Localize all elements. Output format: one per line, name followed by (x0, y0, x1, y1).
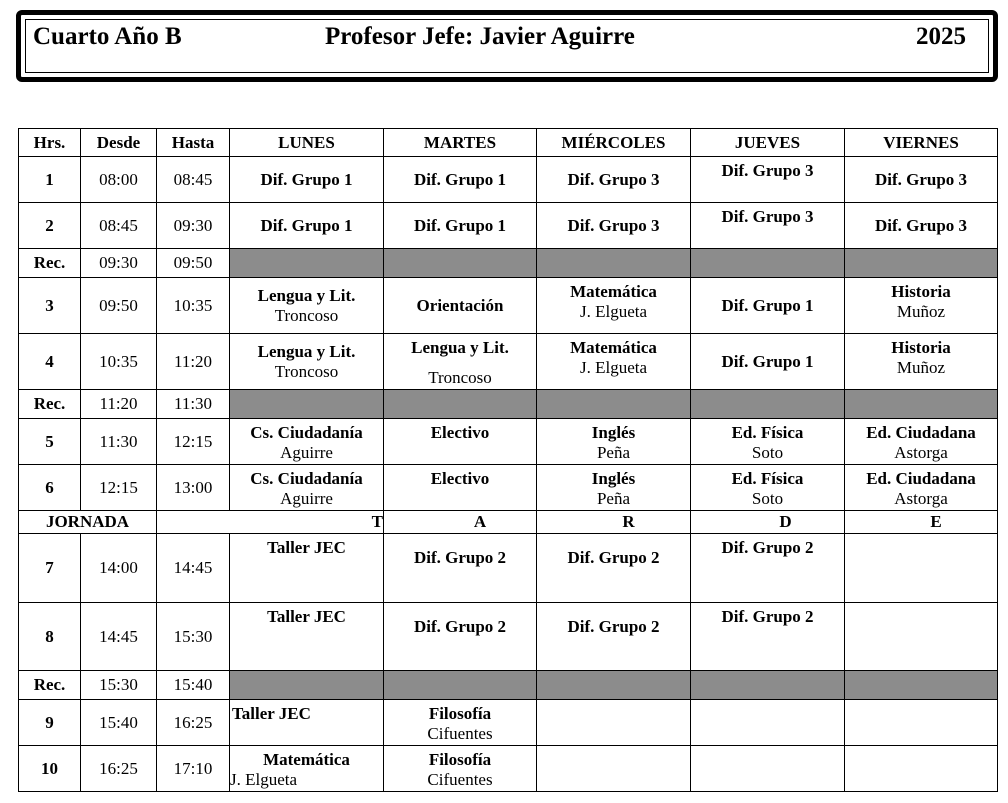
subject: Dif. Grupo 3 (567, 169, 660, 189)
class-cell (691, 278, 845, 334)
time-to: 09:30 (157, 203, 230, 249)
col-header-viernes: VIERNES (845, 129, 998, 157)
class-cell (230, 203, 384, 249)
class-cell (230, 278, 384, 334)
course-title: Cuarto Año B (33, 23, 182, 50)
time-to: 09:50 (157, 249, 230, 278)
subject: Dif. Grupo 1 (413, 169, 507, 189)
time-from: 15:40 (81, 700, 157, 746)
time-to: 12:15 (157, 419, 230, 465)
time-from: 14:45 (81, 603, 157, 671)
recess-block (537, 671, 691, 700)
jornada-letter: D (691, 511, 845, 534)
teacher: Aguirre (280, 489, 333, 508)
class-cell (384, 700, 537, 746)
subject: Dif. Grupo 1 (721, 295, 814, 315)
class-cell (230, 334, 384, 390)
subject: Taller JEC (267, 538, 346, 557)
table-row (19, 746, 998, 792)
teacher: Troncoso (274, 361, 339, 381)
subject: Electivo (430, 469, 490, 488)
table-row (19, 278, 998, 334)
teacher: Peña (596, 489, 631, 508)
jornada-letter: R (537, 511, 691, 534)
class-cell (230, 603, 384, 671)
time-from: 14:00 (81, 534, 157, 603)
class-cell (845, 746, 998, 792)
recess-block (230, 390, 384, 419)
hour-number: 10 (19, 746, 81, 792)
class-cell (845, 203, 998, 249)
class-cell (384, 157, 537, 203)
table-row (19, 465, 998, 511)
time-from: 08:45 (81, 203, 157, 249)
class-cell (845, 603, 998, 671)
recess-block (230, 249, 384, 278)
jornada-divider-row (19, 511, 998, 534)
hour-number: 7 (19, 534, 81, 603)
teacher: J. Elgueta (579, 358, 648, 377)
time-from: 15:30 (81, 671, 157, 700)
class-cell (384, 278, 537, 334)
teacher: Cifuentes (427, 770, 493, 789)
recess-block (230, 671, 384, 700)
class-cell (537, 334, 691, 390)
col-header-martes: MARTES (384, 129, 537, 157)
subject: Dif. Grupo 2 (567, 548, 660, 567)
teacher: Astorga (894, 443, 948, 462)
time-to: 11:20 (157, 334, 230, 390)
subject: Dif. Grupo 2 (721, 607, 814, 626)
col-header-hrs: Hrs. (19, 129, 81, 157)
time-from: 10:35 (81, 334, 157, 390)
table-row (19, 603, 998, 671)
subject: Cs. Ciudadanía (250, 469, 363, 488)
time-from: 09:30 (81, 249, 157, 278)
class-cell (230, 157, 384, 203)
recess-block (691, 249, 845, 278)
time-to: 10:35 (157, 278, 230, 334)
hour-number: 5 (19, 419, 81, 465)
subject: Ed. Ciudadana (866, 423, 976, 442)
subject: Dif. Grupo 1 (413, 215, 507, 235)
class-cell (230, 534, 384, 603)
subject: Dif. Grupo 1 (260, 169, 353, 189)
subject: Filosofía (428, 750, 492, 769)
class-cell (537, 203, 691, 249)
class-cell (537, 157, 691, 203)
col-header-hasta: Hasta (157, 129, 230, 157)
subject: Historia (891, 338, 951, 357)
subject: Historia (891, 282, 951, 301)
teacher: Troncoso (274, 305, 339, 325)
hour-number: 1 (19, 157, 81, 203)
hour-number: Rec. (19, 390, 81, 419)
class-cell (845, 278, 998, 334)
teacher: Peña (596, 443, 631, 462)
subject: Lengua y Lit. (257, 341, 356, 361)
col-header-desde: Desde (81, 129, 157, 157)
subject: Ed. Ciudadana (866, 469, 976, 488)
subject: Inglés (591, 423, 636, 442)
subject: Inglés (591, 469, 636, 488)
school-year: 2025 (916, 23, 966, 50)
teacher: J. Elgueta (230, 770, 298, 789)
subject: Dif. Grupo 2 (413, 617, 507, 636)
hour-number: 3 (19, 278, 81, 334)
class-cell (691, 534, 845, 603)
subject: Dif. Grupo 1 (721, 351, 814, 371)
time-from: 09:50 (81, 278, 157, 334)
subject: Dif. Grupo 2 (721, 538, 814, 557)
hour-number: 4 (19, 334, 81, 390)
subject: Cs. Ciudadanía (250, 423, 363, 442)
subject: Dif. Grupo 2 (567, 617, 660, 636)
class-cell (537, 700, 691, 746)
recess-block (537, 249, 691, 278)
recess-block (691, 390, 845, 419)
header-row (19, 129, 998, 157)
teacher: Soto (751, 443, 784, 462)
time-from: 12:15 (81, 465, 157, 511)
time-to: 13:00 (157, 465, 230, 511)
schedule-table (18, 128, 998, 792)
table-row (19, 203, 998, 249)
jornada-letter: T (157, 511, 384, 534)
jornada-label: JORNADA (19, 511, 157, 534)
subject: Matemática (570, 338, 657, 357)
subject: Dif. Grupo 3 (874, 215, 968, 235)
subject: Ed. Física (731, 469, 804, 488)
col-header-lunes: LUNES (230, 129, 384, 157)
table-row (19, 700, 998, 746)
table-row (19, 419, 998, 465)
time-to: 14:45 (157, 534, 230, 603)
class-cell (845, 419, 998, 465)
class-cell (384, 465, 537, 511)
time-to: 11:30 (157, 390, 230, 419)
hour-number: Rec. (19, 249, 81, 278)
table-row (19, 157, 998, 203)
class-cell (537, 278, 691, 334)
recess-block (384, 671, 537, 700)
subject: Matemática (570, 282, 657, 301)
class-cell (537, 534, 691, 603)
hour-number: 2 (19, 203, 81, 249)
teacher: Aguirre (280, 443, 333, 462)
teacher: Astorga (894, 489, 948, 508)
time-from: 11:30 (81, 419, 157, 465)
time-from: 08:00 (81, 157, 157, 203)
time-to: 15:30 (157, 603, 230, 671)
hour-number: 9 (19, 700, 81, 746)
head-teacher: Profesor Jefe: Javier Aguirre (325, 23, 635, 50)
teacher: Troncoso (428, 368, 492, 387)
subject: Filosofía (428, 704, 492, 723)
recess-block (845, 671, 998, 700)
recess-block (845, 249, 998, 278)
class-cell (691, 700, 845, 746)
class-cell (691, 157, 845, 203)
col-header-jueves: JUEVES (691, 129, 845, 157)
hour-number: 8 (19, 603, 81, 671)
teacher: Cifuentes (427, 724, 493, 743)
subject: Matemática (263, 750, 350, 769)
hour-number: Rec. (19, 671, 81, 700)
recess-block (537, 390, 691, 419)
class-cell (845, 465, 998, 511)
class-cell (691, 603, 845, 671)
class-cell (230, 746, 384, 792)
table-row (19, 534, 998, 603)
subject: Lengua y Lit. (257, 285, 356, 305)
subject: Taller JEC (267, 607, 346, 626)
jornada-letter: A (384, 511, 537, 534)
class-cell (230, 465, 384, 511)
recess-row (19, 671, 998, 700)
subject: Dif. Grupo 3 (874, 169, 968, 189)
time-to: 17:10 (157, 746, 230, 792)
subject: Taller JEC (232, 704, 311, 723)
subject: Electivo (430, 423, 490, 442)
class-cell (537, 603, 691, 671)
time-from: 16:25 (81, 746, 157, 792)
class-cell (384, 419, 537, 465)
time-to: 16:25 (157, 700, 230, 746)
recess-block (384, 249, 537, 278)
jornada-letter: E (845, 511, 998, 534)
class-cell (691, 465, 845, 511)
class-cell (230, 700, 384, 746)
teacher: Muñoz (896, 302, 946, 321)
class-cell (845, 334, 998, 390)
subject: Ed. Física (731, 423, 804, 442)
class-cell (845, 700, 998, 746)
class-cell (537, 746, 691, 792)
class-cell (537, 465, 691, 511)
recess-block (384, 390, 537, 419)
class-cell (691, 419, 845, 465)
class-cell (691, 334, 845, 390)
recess-row (19, 390, 998, 419)
class-cell (845, 157, 998, 203)
subject: Dif. Grupo 3 (567, 215, 660, 235)
recess-block (845, 390, 998, 419)
time-to: 08:45 (157, 157, 230, 203)
hour-number: 6 (19, 465, 81, 511)
subject: Dif. Grupo 3 (721, 161, 814, 180)
table-row (19, 334, 998, 390)
class-cell (691, 203, 845, 249)
class-cell (691, 746, 845, 792)
header-banner (16, 10, 998, 82)
col-header-miercoles: MIÉRCOLES (537, 129, 691, 157)
subject: Lengua y Lit. (411, 338, 509, 357)
subject: Orientación (416, 295, 504, 315)
subject: Dif. Grupo 2 (413, 548, 507, 567)
class-cell (845, 534, 998, 603)
recess-block (691, 671, 845, 700)
recess-row (19, 249, 998, 278)
class-cell (384, 534, 537, 603)
time-to: 15:40 (157, 671, 230, 700)
subject: Dif. Grupo 1 (260, 215, 353, 235)
teacher: Muñoz (896, 358, 946, 377)
class-cell (384, 603, 537, 671)
class-cell (230, 419, 384, 465)
time-from: 11:20 (81, 390, 157, 419)
teacher: Soto (751, 489, 784, 508)
class-cell (384, 334, 537, 390)
subject: Dif. Grupo 3 (721, 207, 814, 226)
teacher: J. Elgueta (579, 302, 648, 321)
class-cell (384, 203, 537, 249)
class-cell (537, 419, 691, 465)
class-cell (384, 746, 537, 792)
